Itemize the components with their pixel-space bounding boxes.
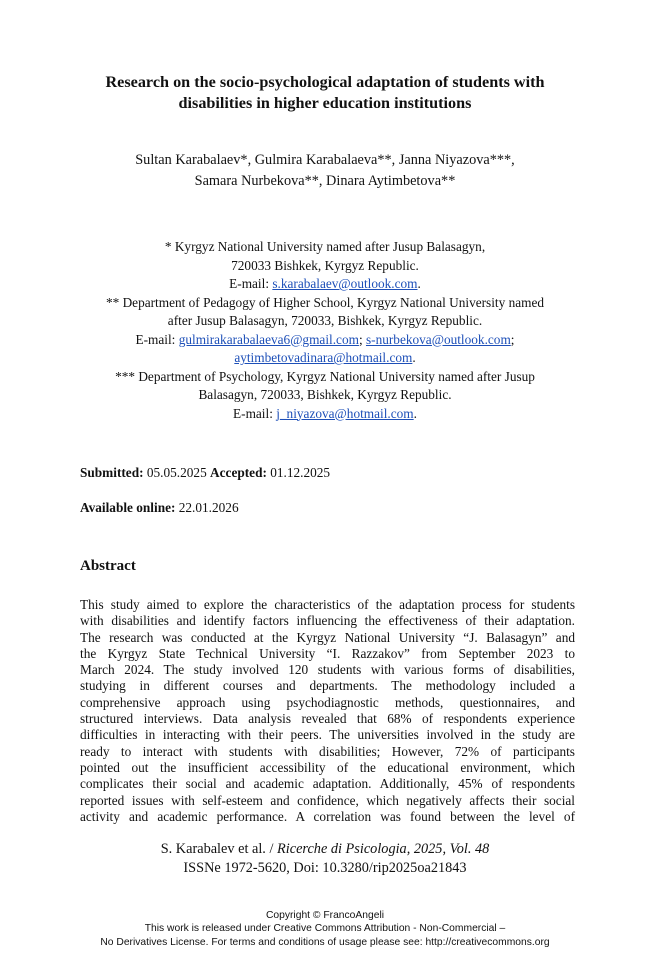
- paper-title: [0, 72, 650, 114]
- email-link-nurbekova[interactable]: s-nurbekova@outlook.com: [365, 331, 511, 347]
- affiliation-1-email-row: E-mail: s.karabalaev@outlook.com.: [229, 276, 421, 291]
- affiliation-3-line-2: Balasagyn, 720033, Bishkek, Kyrgyz Republic.: [198, 387, 452, 402]
- abstract-line: comprehensive approach using psychodiagnostic methods, questionnaires, and: [80, 694, 575, 710]
- affiliation-2-line-1: ** Department of Pedagogy of Higher School, Kyrgyz National University named: [105, 294, 545, 310]
- abstract-line: The research was conducted at the Kyrgyz National University “J. Balasagyn” and: [80, 629, 575, 645]
- citation-footer: [0, 840, 650, 878]
- affiliations: [0, 238, 650, 423]
- submitted-label: Submitted:: [80, 465, 144, 480]
- affiliation-1-line-2: 720033 Bishkek, Kyrgyz Republic.: [231, 257, 419, 273]
- online-date-row: [80, 500, 580, 516]
- abstract-line: ready to interact with students with disabilities; However, 72% of participants: [80, 743, 575, 759]
- abstract-line: the Kyrgyz State Technical University “I. Razzakov” from September 2023 to: [80, 645, 575, 661]
- accepted-date: 01.12.2025: [270, 465, 331, 480]
- email-label: E-mail:: [135, 331, 179, 347]
- abstract-line: activity and academic performance. A correlation was found between the level of: [80, 808, 575, 824]
- affiliation-2-email-row: E-mail: gulmirakarabalaeva6@gmail.com; s-nurbekova@outlook.com;: [135, 331, 515, 347]
- copyright-notice: [0, 909, 650, 949]
- abstract-line: March 2024. The study involved 120 students with various forms of disabilities,: [80, 662, 575, 678]
- affiliation-3-email-row: E-mail: j_niyazova@hotmail.com.: [233, 405, 417, 421]
- abstract-line: reported issues with self-esteem and confidence, which negatively affects their social: [80, 792, 575, 808]
- email-label: E-mail:: [229, 276, 273, 291]
- affiliation-3-line-1: *** Department of Psychology, Kyrgyz National University named after Jusup: [115, 368, 535, 384]
- abstract-line: with disabilities and identify factors influencing the effectiveness of their adaptation.: [80, 613, 575, 629]
- abstract-text: [80, 597, 575, 825]
- copyright-line-2: This work is released under Creative Commons Attribution - Non-Commercial –: [144, 923, 506, 935]
- abstract-line: structured interviews. Data analysis revealed that 68% of respondents experience: [80, 711, 575, 727]
- email-link-karabalaev[interactable]: s.karabalaev@outlook.com: [272, 276, 418, 291]
- copyright-line-3: No Derivatives License. For terms and conditions of usage please see: http://creativecommons.org: [100, 936, 550, 948]
- abstract-heading: Abstract: [80, 558, 136, 574]
- abstract-line: studying in different courses and departments. The methodology included a: [80, 678, 575, 694]
- citation-issn: ISSNe 1972-5620, Doi: 10.3280/rip2025oa21843: [183, 860, 467, 876]
- author-list: [0, 150, 650, 192]
- email-link-karabalaeva[interactable]: gulmirakarabalaeva6@gmail.com: [178, 331, 359, 347]
- citation-authors: S. Karabalev et al. /: [160, 841, 278, 857]
- authors-line-2: Samara Nurbekova**, Dinara Aytimbetova**: [194, 173, 456, 189]
- abstract-line: pointed out the insufficient accessibility of the educational environment, which: [80, 759, 575, 775]
- affiliation-2-email-row-2: aytimbetovadinara@hotmail.com.: [234, 350, 416, 365]
- accepted-label: Accepted:: [210, 465, 267, 480]
- email-label: E-mail:: [233, 405, 277, 421]
- abstract-line: complicates their social and academic adaptation. Additionally, 45% of respondents: [80, 776, 575, 792]
- submitted-date: 05.05.2025: [146, 465, 207, 480]
- affiliation-1-line-1: * Kyrgyz National University named after Jusup Balasagyn,: [164, 239, 486, 254]
- online-date: 22.01.2026: [178, 500, 239, 515]
- citation-line: [0, 840, 650, 859]
- email-link-niyazova[interactable]: j_niyazova@hotmail.com: [276, 405, 414, 421]
- online-label: Available online:: [80, 500, 176, 515]
- citation-journal: Ricerche di Psicologia, 2025, Vol. 48: [277, 841, 490, 857]
- email-link-aytimbetova[interactable]: aytimbetovadinara@hotmail.com: [234, 350, 413, 365]
- title-line-1: Research on the socio-psychological adaptation of students with: [105, 73, 545, 91]
- submission-dates: [80, 465, 580, 481]
- affiliation-2-line-2: after Jusup Balasagyn, 720033, Bishkek, Kyrgyz Republic.: [167, 313, 483, 328]
- abstract-line: difficulties in interacting with their peers. The universities involved in the study are: [80, 727, 575, 743]
- title-line-2: disabilities in higher education institutions: [178, 94, 472, 112]
- abstract-line: This study aimed to explore the characteristics of the adaptation process for students: [80, 597, 575, 612]
- copyright-line-1: Copyright © FrancoAngeli: [265, 910, 385, 921]
- authors-line-1: Sultan Karabalaev*, Gulmira Karabalaeva**, Janna Niyazova***,: [135, 152, 515, 168]
